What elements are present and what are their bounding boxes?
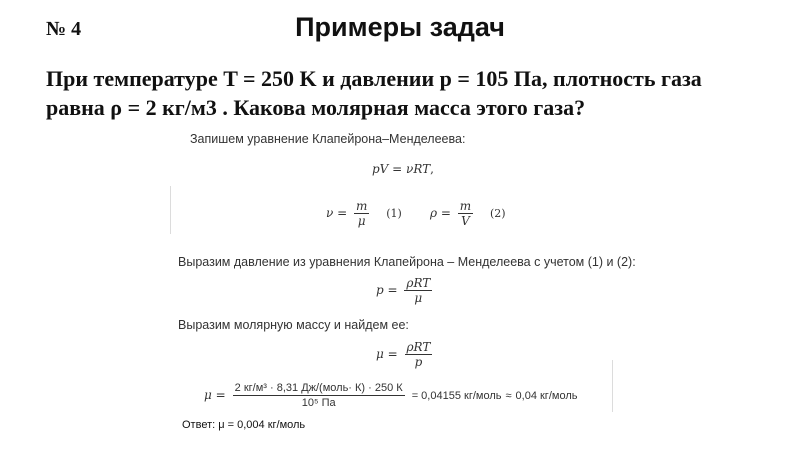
nu-num: m xyxy=(356,199,368,213)
rho-den: V xyxy=(458,213,473,228)
nu-den: μ xyxy=(354,213,369,228)
rho-num: m xyxy=(459,199,472,213)
pressure-fraction xyxy=(404,276,432,305)
mu-den: p xyxy=(405,354,433,369)
clapeyron-equation xyxy=(372,162,434,176)
step1-text: Запишем уравнение Клапейрона–Менделеева: xyxy=(190,132,466,146)
clapeyron-eq: = xyxy=(388,162,407,176)
pressure-den: μ xyxy=(404,290,432,305)
rho-label: (2) xyxy=(489,207,506,220)
answer-value: μ = 0,004 кг/моль xyxy=(218,419,306,431)
clapeyron-right: νRT xyxy=(406,162,431,176)
step2-text: Выразим давление из уравнения Клапейрона – Менделеева с учетом (1) и (2): xyxy=(178,255,636,269)
rho-lhs: ρ = xyxy=(430,206,451,220)
rho-formula xyxy=(430,199,506,228)
pressure-num: ρRT xyxy=(406,276,431,290)
scan-edge-line xyxy=(170,186,171,234)
step3-text: Выразим молярную массу и найдем ее: xyxy=(178,318,409,332)
mu-lhs: μ = xyxy=(376,347,398,361)
clapeyron-left: pV xyxy=(372,162,389,176)
rho-fraction xyxy=(458,199,473,228)
answer-line xyxy=(182,419,305,431)
final-lhs: μ = xyxy=(204,388,226,403)
mu-formula xyxy=(376,340,435,369)
problem-statement xyxy=(46,64,766,122)
final-calculation xyxy=(204,381,577,410)
final-approx-sign: ≈ xyxy=(505,390,512,403)
problem-line-1: При температуре T = 250 K и давлении p = 105 Па, плотность газа xyxy=(46,66,702,91)
page-title: Примеры задач xyxy=(295,12,505,42)
final-result-rounded: 0,04 кг/моль xyxy=(515,390,578,403)
nu-lhs: ν = xyxy=(326,206,348,220)
mu-fraction xyxy=(405,340,433,369)
pressure-formula xyxy=(376,276,435,305)
clapeyron-tail: , xyxy=(430,162,434,176)
task-number: № 4 xyxy=(46,18,82,40)
pressure-lhs: p = xyxy=(376,283,398,297)
mu-num: ρRT xyxy=(406,340,431,354)
nu-label: (1) xyxy=(386,207,402,220)
problem-line-2: равна ρ = 2 кг/м3 . Какова молярная масса этого газа? xyxy=(46,95,586,120)
final-fraction xyxy=(233,381,405,410)
final-result-exact: = 0,04155 кг/моль xyxy=(411,390,502,403)
final-den: 10⁵ Па xyxy=(233,395,405,410)
nu-fraction xyxy=(354,199,369,228)
scan-edge-line xyxy=(612,360,613,412)
answer-label: Ответ: xyxy=(182,419,216,431)
final-num: 2 кг/м³ · 8,31 Дж/(моль· К) · 250 К xyxy=(234,382,403,394)
nu-formula xyxy=(326,199,402,228)
